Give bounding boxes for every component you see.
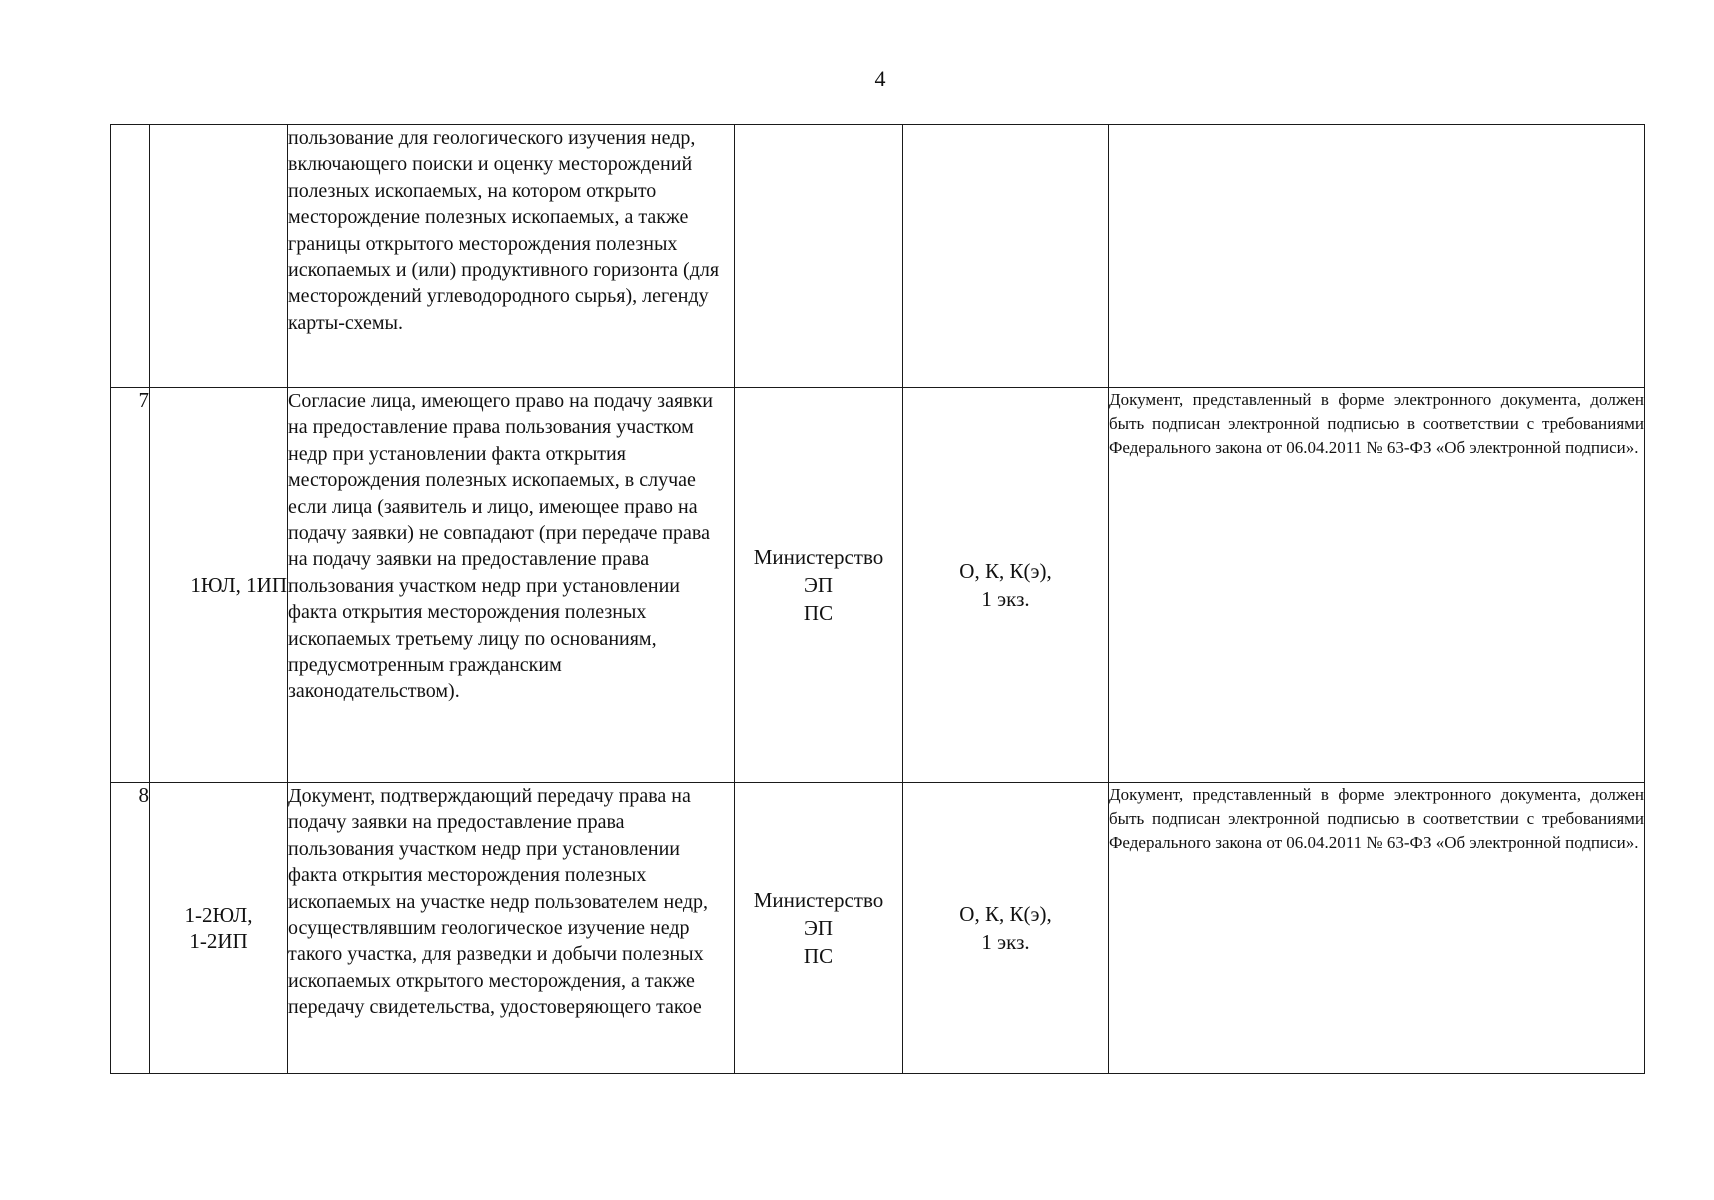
document-note: Документ, представленный в форме электронного документа, должен быть подписан электронной подписью в соответствии с требованиями Федерального закона от 06.04.2011 № 63-ФЗ «Об электронной подписи».	[1109, 388, 1645, 783]
submission-target	[735, 388, 903, 783]
row-number: 7	[111, 388, 150, 783]
table-row	[111, 125, 1645, 388]
org-name: Министерство	[753, 545, 884, 569]
page-number: 4	[874, 66, 886, 91]
submission-target	[735, 783, 903, 1074]
row-number	[111, 125, 150, 388]
table-row	[111, 388, 1645, 783]
form-types: О, К, К(э),	[959, 902, 1052, 926]
org-name: Министерство	[753, 888, 884, 912]
document-note: Документ, представленный в форме электронного документа, должен быть подписан электронной подписью в соответствии с требованиями Федерального закона от 06.04.2011 № 63-ФЗ «Об электронной подписи».	[1109, 783, 1645, 1074]
document-note	[1109, 125, 1645, 388]
document-description: Согласие лица, имеющего право на подачу заявки на предоставление права пользования участком недр при установлении факта открытия месторождения полезных ископаемых, в случае если лица (заявитель и лицо, имеющее право на подачу заявки) не совпадают (при передаче права на подачу заявки на предоставление права пользования участком недр при установлении факта открытия месторождения полезных ископаемых третьему лицу по основаниям, предусмотренным гражданским законодательством).	[288, 388, 735, 783]
copies-count: 1 экз.	[981, 587, 1030, 611]
document-form	[903, 125, 1109, 388]
category-line-2: 1-2ИП	[189, 929, 248, 953]
org-channel-ep: ЭП	[803, 916, 834, 940]
document-form	[903, 783, 1109, 1074]
org-channel-ps: ПС	[803, 944, 834, 968]
document-form	[903, 388, 1109, 783]
form-types: О, К, К(э),	[959, 559, 1052, 583]
document-description: Документ, подтверждающий передачу права на подачу заявки на предоставление права пользования участком недр при установлении факта открытия месторождения полезных ископаемых на участке недр пользователем недр, осуществлявшим геологическое изучение недр такого участка, для разведки и добычи полезных ископаемых открытого месторождения, а также передачу свидетельства, удостоверяющего такое	[288, 785, 709, 1019]
documents-table	[110, 124, 1645, 1074]
org-channel-ps: ПС	[803, 601, 834, 625]
document-description: пользование для геологического изучения недр, включающего поиски и оценку месторождений полезных ископаемых, на котором открыто месторождение полезных ископаемых, а также границы открытого месторождения полезных ископаемых и (или) продуктивного горизонта (для месторождений углеводородного сырья), легенду карты-схемы.	[288, 125, 735, 388]
org-channel-ep: ЭП	[803, 573, 834, 597]
applicant-category	[150, 125, 288, 388]
applicant-category	[150, 783, 288, 1074]
category-line-1: 1-2ЮЛ,	[184, 903, 253, 927]
applicant-category: 1ЮЛ, 1ИП	[150, 388, 288, 783]
table-row	[111, 783, 1645, 1074]
submission-target	[735, 125, 903, 388]
document-description-cell	[288, 783, 735, 1074]
row-number: 8	[111, 783, 150, 1074]
copies-count: 1 экз.	[981, 930, 1030, 954]
